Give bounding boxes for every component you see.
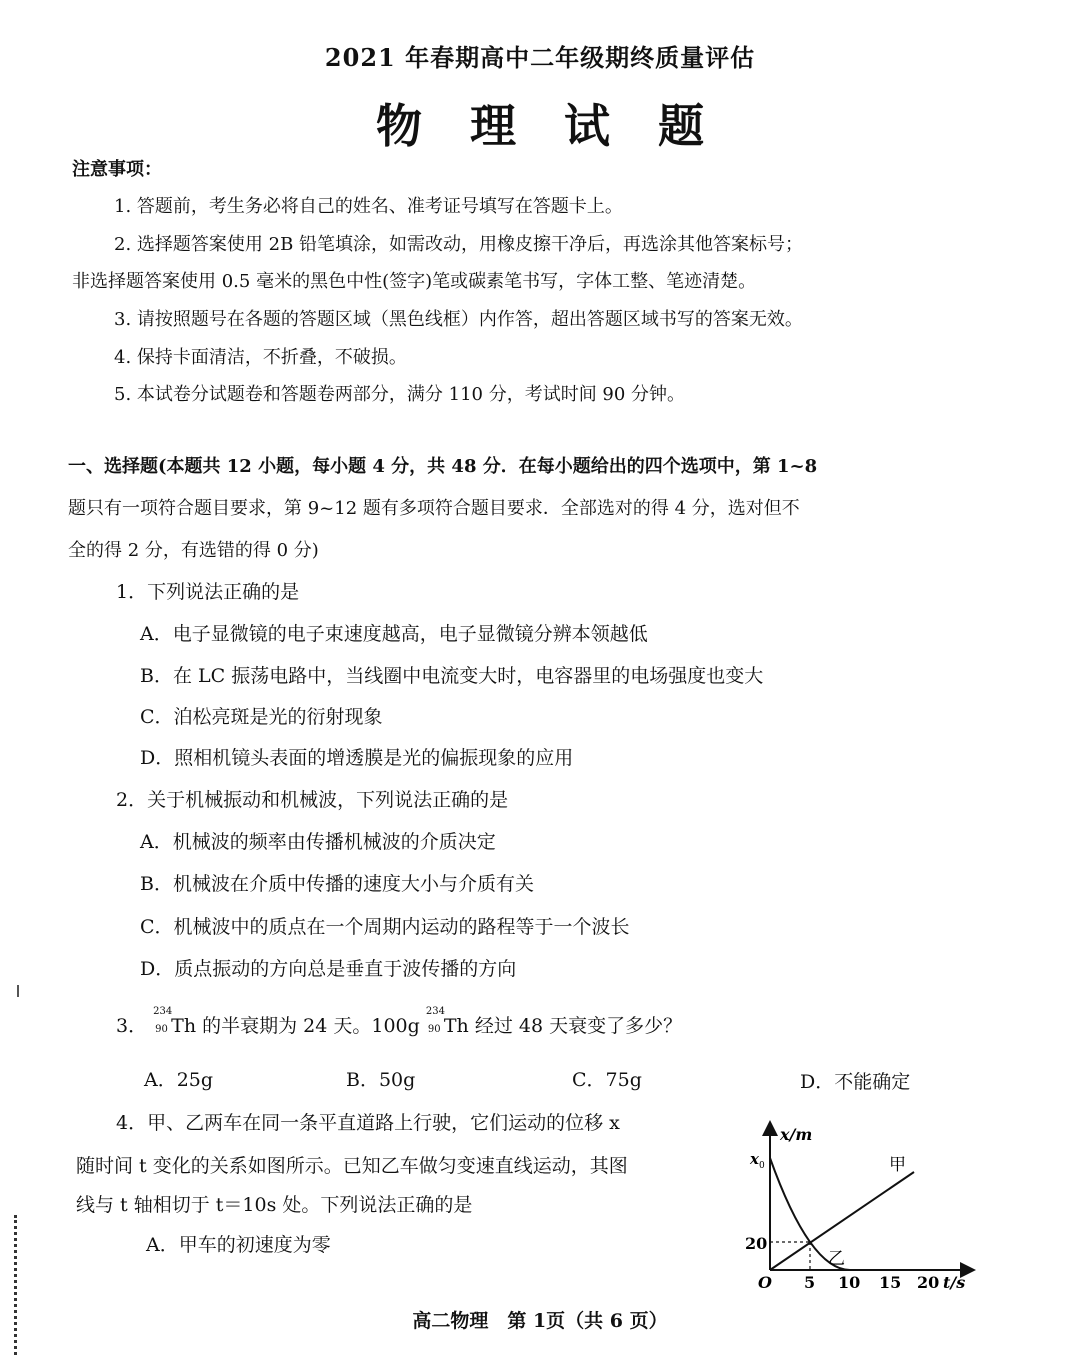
notice-item-5: 5. 本试卷分试题卷和答题卷两部分，满分 110 分，考试时间 90 分钟。 [114, 384, 686, 405]
q2-option-a: A．机械波的频率由传播机械波的介质决定 [140, 831, 496, 853]
subject-title: 物理试题 [376, 99, 752, 153]
notice-item-1: 1. 答题前，考生务必将自己的姓名、准考证号填写在答题卡上。 [114, 196, 623, 217]
q1-option-a: A．电子显微镜的电子束速度越高，电子显微镜分辨本领越低 [140, 623, 648, 645]
q3-text-2: 经过 48 天衰变了多少？ [474, 1015, 683, 1037]
notice-title: 注意事项： [72, 159, 162, 180]
notice-item-3: 3. 请按照题号在各题的答题区域（黑色线框）内作答，超出答题区域书写的答案无效。 [114, 309, 803, 330]
section-desc-line-2: 题只有一项符合题目要求，第 9~12 题有多项符合题目要求．全部选对的得 4 分，选对但不 [68, 498, 800, 519]
y-tick-20: 20 [745, 1234, 768, 1253]
notice-item-4: 4. 保持卡面清洁，不折叠，不破损。 [114, 347, 407, 368]
q3-option-d: D．不能确定 [800, 1071, 911, 1093]
element-symbol: Th [171, 1015, 197, 1037]
page-footer: 高二物理 第 1页（共 6 页） [412, 1310, 668, 1332]
origin-label: O [758, 1273, 772, 1292]
mass-number: 234 [153, 1006, 173, 1017]
x-tick-5: 5 [804, 1273, 816, 1292]
q4-stem-line-1: 4．甲、乙两车在同一条平直道路上行驶，它们运动的位移 x [116, 1112, 620, 1134]
q1-option-c: C．泊松亮斑是光的衍射现象 [140, 706, 383, 728]
x-tick-15: 15 [879, 1273, 902, 1292]
x0-label: x [750, 1150, 759, 1168]
q2-option-b: B．机械波在介质中传播的速度大小与介质有关 [140, 873, 534, 895]
q3-option-b: B．50g [346, 1069, 416, 1091]
q4-option-a: A．甲车的初速度为零 [146, 1234, 331, 1256]
nuclide-notation [153, 1006, 173, 1035]
q1-option-b: B．在 LC 振荡电路中，当线圈中电流变大时，电容器里的电场强度也变大 [140, 665, 764, 687]
curve-yi-label: 乙 [828, 1249, 845, 1269]
notice-item-2-cont: 非选择题答案使用 0.5 毫米的黑色中性(签字)笔或碳素笔书写，字体工整、笔迹清楚。 [72, 271, 757, 292]
q2-option-d: D．质点振动的方向总是垂直于波传播的方向 [140, 958, 517, 980]
notice-item-2: 2. 选择题答案使用 2B 铅笔填涂，如需改动，用橡皮擦干净后，再选涂其他答案标号； [114, 234, 804, 255]
mass-number: 234 [425, 1006, 445, 1017]
atomic-number: 90 [427, 1024, 441, 1035]
q3-option-c: C．75g [572, 1069, 642, 1091]
x-tick-20: 20 [917, 1273, 940, 1292]
section-desc-line-3: 全的得 2 分，有选错的得 0 分) [68, 540, 319, 561]
nuclide-notation [425, 1006, 445, 1035]
q4-xt-graph [740, 1118, 980, 1298]
x0-subscript: 0 [759, 1161, 765, 1171]
y-axis-label: x/m [780, 1125, 813, 1144]
binding-edge-dots [14, 1215, 21, 1355]
q3-text-1: 的半衰期为 24 天。100g [202, 1015, 420, 1037]
line-jia-label: 甲 [889, 1155, 906, 1175]
q1-stem: 1．下列说法正确的是 [116, 581, 300, 603]
section-heading: 一、选择题(本题共 12 小题，每小题 4 分，共 48 分．在每小题给出的四个选项中，第 1~8 [68, 456, 818, 477]
q4-stem-line-2: 随时间 t 变化的关系如图所示。已知乙车做匀变速直线运动，其图 [76, 1155, 628, 1177]
scan-edge-mark [17, 985, 19, 997]
q3-stem [116, 1006, 683, 1038]
q2-stem: 2．关于机械振动和机械波，下列说法正确的是 [116, 789, 509, 811]
x-tick-10: 10 [838, 1273, 861, 1292]
q3-number: 3． [116, 1015, 148, 1037]
element-symbol: Th [443, 1015, 469, 1037]
q4-stem-line-3: 线与 t 轴相切于 t＝10s 处。下列说法正确的是 [76, 1194, 473, 1216]
q3-option-a: A．25g [144, 1069, 214, 1091]
q2-option-c: C．机械波中的质点在一个周期内运动的路程等于一个波长 [140, 916, 630, 938]
atomic-number: 90 [155, 1024, 168, 1035]
q1-option-d: D．照相机镜头表面的增透膜是光的偏振现象的应用 [140, 747, 574, 769]
exam-header: 2021 年春期高中二年级期终质量评估 [324, 43, 756, 72]
x-axis-label: t/s [943, 1273, 966, 1292]
